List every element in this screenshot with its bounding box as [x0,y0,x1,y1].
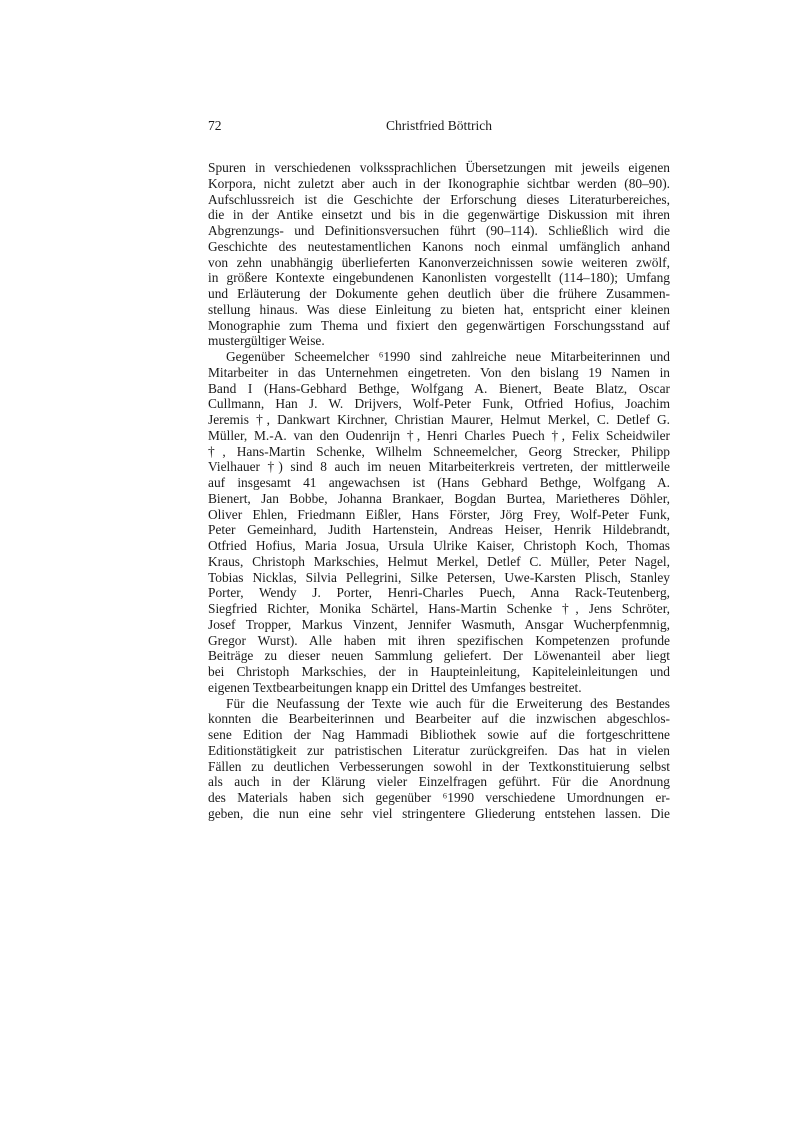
text-line: Cullmann, Han J. W. Drijvers, Wolf-Peter Funk, Otfried Hofius, Joachim [208,396,670,412]
text-line: Gregor Wurst). Alle haben mit ihren spezifischen Kompetenzen profunde [208,632,670,648]
text-line: und Erläuterung der Dokumente gehen deutlich über die frühere Zusammen- [208,286,670,301]
paragraph [208,696,670,822]
text-line: †, Hans-Martin Schenke, Wilhelm Schneemelcher, Georg Strecker, Philipp [208,443,670,459]
paragraph [208,160,670,349]
text-line: Spuren in verschiedenen volkssprachlichen Übersetzungen mit jeweils eigenen [208,160,670,175]
text-line: Korpora, nicht zuletzt aber auch in der Ikonographie sichtbar werden (80–90). [208,175,670,191]
text-line: Monographie zum Thema und fixiert den gegenwärtigen Forschungsstand auf [208,317,670,333]
text-line: Beiträge zu dieser neuen Sammlung geliefert. Der Löwenanteil aber liegt [208,648,670,664]
body-text [208,160,670,822]
text-line: Siegfried Richter, Monika Schärtel, Hans-Martin Schenke †, Jens Schröter, [208,601,670,616]
paragraph [208,349,670,696]
text-line: Band I (Hans-Gebhard Bethge, Wolfgang A. Bienert, Beate Blatz, Oscar [208,380,670,396]
text-line: konnten die Bearbeiterinnen und Bearbeiter auf die inzwischen abgeschlos- [208,711,670,727]
text-line: Abgrenzungs- und Definitionsversuchen führt (90–114). Schließlich wird die [208,223,670,238]
text-line: auf insgesamt 41 angewachsen ist (Hans Gebhard Bethge, Wolfgang A. [208,475,670,490]
text-line: Tobias Nicklas, Silvia Pellegrini, Silke Petersen, Uwe-Karsten Plisch, Stanley [208,569,670,585]
text-line: stellung hinaus. Was diese Einleitung zu bieten hat, entspricht einer kleinen [208,301,670,317]
page-number: 72 [208,118,222,133]
text-line: geben, die nun eine sehr viel stringentere Gliederung entstehen lassen. Die [208,805,670,821]
text-line: Mitarbeiter in das Unternehmen eingetreten. Von den bislang 19 Namen in [208,364,670,380]
text-line: Peter Gemeinhard, Judith Hartenstein, Andreas Heiser, Henrik Hildebrandt, [208,522,670,538]
text-line: Bienert, Jan Bobbe, Johanna Brankaer, Bogdan Burtea, Marietheres Döhler, [208,490,670,506]
running-head: Christfried Böttrich [385,118,493,133]
text-line: mustergültiger Weise. [208,333,325,349]
text-line: in größere Kontexte eingebundenen Kanonlisten vorgestellt (114–180); Umfang [208,270,670,286]
text-line: Otfried Hofius, Maria Josua, Ursula Ulrike Kaiser, Christoph Koch, Thomas [208,538,670,553]
page-header [208,118,670,136]
text-line: Gegenüber Scheemelcher ⁶1990 sind zahlreiche neue Mitarbeiterinnen und [226,349,670,364]
text-line: bei Christoph Markschies, der in Haupteinleitung, Kapiteleinleitungen und [208,664,670,679]
text-line: sene Edition der Nag Hammadi Bibliothek sowie auf die fortgeschrittene [208,727,670,742]
text-line: Aufschlussreich ist die Geschichte der Erforschung dieses Literaturbereiches, [208,191,670,207]
text-line: Josef Tropper, Markus Vinzent, Jennifer Wasmuth, Ansgar Wucherpfenmnig, [208,616,670,632]
text-line: Müller, M.-A. van den Oudenrijn †, Henri Charles Puech †, Felix Scheidwiler [208,427,670,443]
text-line: von zehn unabhängig überlieferten Kanonverzeichnissen sowie weiteren zwölf, [208,254,670,270]
text-line: Jeremis †, Dankwart Kirchner, Christian Maurer, Helmut Merkel, C. Detlef G. [208,412,670,427]
text-line: als auch in der Klärung vieler Einzelfragen geführt. Für die Anordnung [208,774,670,790]
text-line: Porter, Wendy J. Porter, Henri-Charles Puech, Anna Rack-Teutenberg, [208,585,670,601]
text-line: Kraus, Christoph Markschies, Helmut Merkel, Detlef C. Müller, Peter Nagel, [208,553,670,569]
text-line: Editionstätigkeit zur patristischen Literatur zurückgreifen. Das hat in vielen [208,742,670,758]
text-line: Vielhauer †) sind 8 auch im neuen Mitarbeiterkreis vertreten, der mittlerweile [208,459,670,475]
text-line: Geschichte des neutestamentlichen Kanons noch einmal umfänglich anhand [208,238,670,254]
text-line: Fällen zu deutlichen Verbesserungen sowohl in der Textkonstituierung selbst [208,758,670,774]
text-line: Für die Neufassung der Texte wie auch für die Erweiterung des Bestandes [226,695,670,711]
text-line: des Materials haben sich gegenüber ⁶1990 verschiedene Umordnungen er- [208,790,670,805]
text-line: Oliver Ehlen, Friedmann Eißler, Hans Förster, Jörg Frey, Wolf-Peter Funk, [208,506,670,522]
text-line: die in der Antike einsetzt und bis in die gegenwärtige Diskussion mit ihren [208,207,670,223]
text-line: eigenen Textbearbeitungen knapp ein Drittel des Umfanges bestreitet. [208,679,582,695]
